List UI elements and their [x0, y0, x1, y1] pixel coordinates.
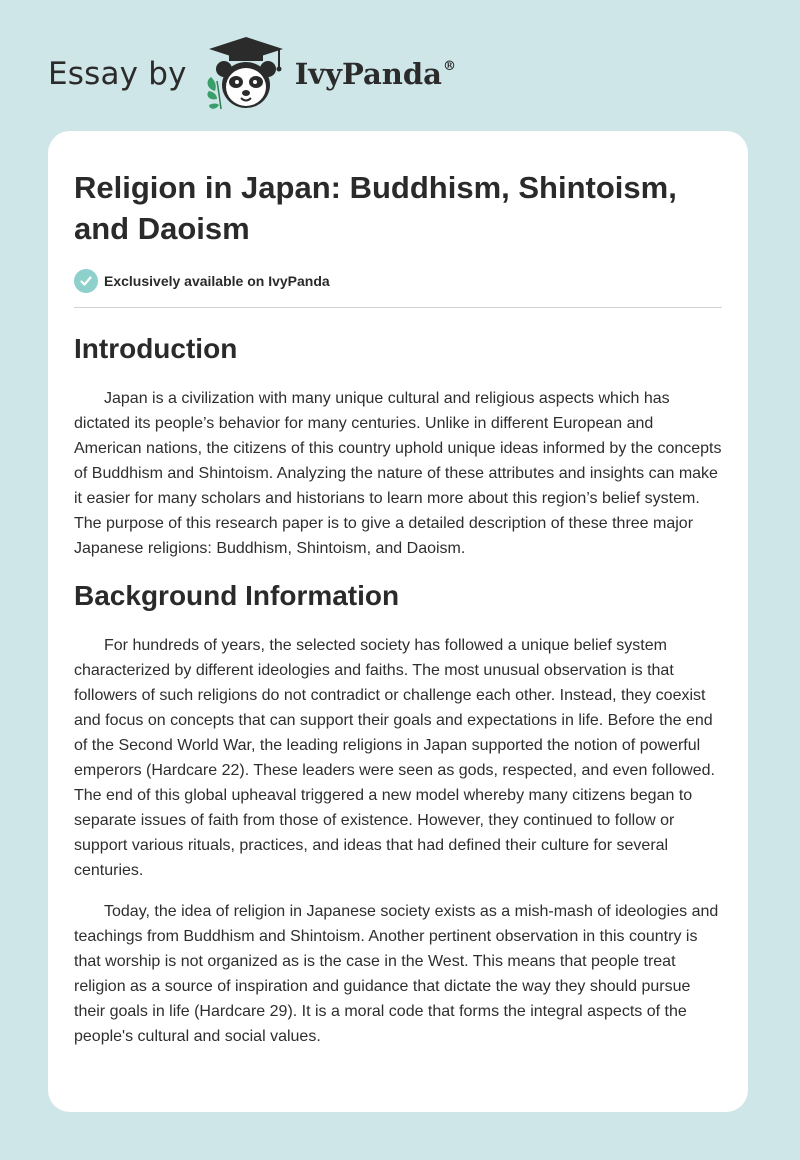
section-heading: Background Information: [74, 580, 400, 611]
ivy-leaf-icon: [207, 77, 221, 109]
brand-prefix: Essay by: [48, 56, 187, 92]
ivypanda-logo[interactable]: [201, 35, 456, 113]
brand-name: [295, 57, 456, 91]
brand-header: [48, 34, 456, 114]
check-circle-icon: [74, 269, 98, 293]
section-introduction: [74, 332, 722, 561]
exclusive-label: Exclusively available on IvyPanda: [104, 273, 330, 289]
paragraph: Japan is a civilization with many unique cultural and religious aspects which has dictated its people’s behavior for many centuries. Unlike in different European and American nations, the citizens of this country uphold unique ideas informed by the concepts of Buddhism and Shintoism. Analyzing the nature of these attributes and insights can make it easier for many scholars and historians to learn more about this region’s belief system. The purpose of this research paper is to give a detailed description of these three major Japanese religions: Buddhism, Shintoism, and Daoism.: [74, 390, 722, 557]
paragraph: For hundreds of years, the selected society has followed a unique belief system characterized by different ideologies and faiths. The most unusual observation is that followers of such religions do not contradict or challenge each other. Instead, they coexist and focus on concepts that can support their goals and expectations in life. Before the end of the Second World War, the leading religions in Japan supported the notion of powerful emperors (Hardcare 22). These leaders were seen as gods, respected, and even followed. The end of this global upheaval triggered a new model whereby many citizens began to separate issues of faith from those of existence. However, they continued to follow or support various rituals, practices, and ideas that had defined their culture for several centuries.: [74, 637, 715, 879]
section-background-information: [74, 579, 722, 1049]
essay-card: [48, 131, 748, 1112]
exclusive-badge-row: [74, 269, 722, 308]
essay-title: Religion in Japan: Buddhism, Shintoism, and Daoism: [74, 170, 677, 246]
paragraph: Today, the idea of religion in Japanese society exists as a mish-mash of ideologies and teachings from Buddhism and Shintoism. Another pertinent observation in this country is that worship is not organized as is the case in the West. This means that people treat religion as a source of inspiration and guidance that dictate the way they should pursue their goals in life (Hardcare 29). It is a moral code that forms the integral aspects of the people's cultural and social values.: [74, 903, 719, 1045]
brand-name-text: IvyPanda: [294, 57, 442, 91]
panda-graduate-icon: [201, 35, 291, 113]
registered-mark: ®: [442, 59, 456, 74]
checkmark-icon: [79, 274, 93, 288]
section-heading: Introduction: [74, 333, 238, 364]
